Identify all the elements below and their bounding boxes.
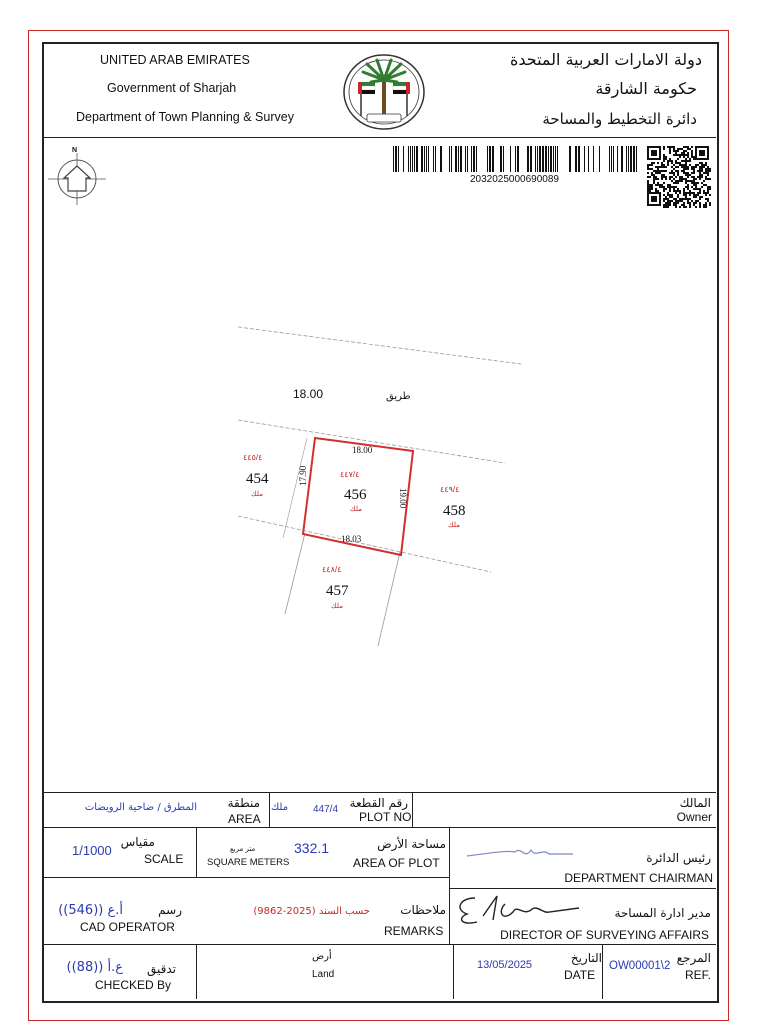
area-label-ar: منطقة xyxy=(227,796,260,810)
date-label-ar: التاريخ xyxy=(570,951,602,965)
table-vline-plotno xyxy=(412,792,413,827)
plot-457-code: ٤٤٨/٤ xyxy=(322,565,342,574)
table-vline-area xyxy=(269,792,270,827)
table-row2-line-right xyxy=(449,888,716,889)
land-label-ar: أرض xyxy=(312,951,332,962)
square-meters-ar: متر مربع xyxy=(230,845,256,853)
ref-label-ar: المرجع xyxy=(676,951,711,965)
chairman-label-en: DEPARTMENT CHAIRMAN xyxy=(564,871,713,885)
director-label-ar: مدير ادارة المساحة xyxy=(614,906,711,920)
plot-456-top-dimension: 18.00 xyxy=(352,445,373,455)
plot-454-number[interactable]: 454 xyxy=(246,471,269,487)
checked-by-value: ع.أ ((88)) xyxy=(66,960,123,975)
table-vline-land xyxy=(453,944,454,999)
table-vline-date xyxy=(602,944,603,999)
scale-label-ar: مقياس xyxy=(120,835,155,849)
ref-value[interactable]: OW00001\2 xyxy=(609,960,671,972)
table-row3-line xyxy=(43,944,716,945)
director-label-en: DIRECTOR OF SURVEYING AFFAIRS xyxy=(500,928,709,942)
chairman-label-ar: رئيس الدائرة xyxy=(646,851,711,865)
remarks-label-en: REMARKS xyxy=(384,924,444,938)
table-vline-checked xyxy=(196,944,197,999)
land-label-en: Land xyxy=(312,969,335,980)
header-government-ar: حكومة الشارقة xyxy=(595,79,697,98)
owner-label-ar: المالك xyxy=(679,796,711,810)
plot-454-code: ٤٤٥/٤ xyxy=(243,453,263,462)
header-country-ar: دولة الامارات العربية المتحدة xyxy=(509,50,702,69)
plot-no-label-ar: رقم القطعة xyxy=(349,796,408,810)
cad-operator-label-ar: رسم xyxy=(158,903,182,917)
area-of-plot-value[interactable]: 332.1 xyxy=(294,840,330,856)
road-label: طريق xyxy=(386,391,411,402)
plot-454-type: ملك xyxy=(251,491,263,498)
table-top-line xyxy=(43,792,716,793)
table-row1-line xyxy=(43,827,716,828)
header-department-en: Department of Town Planning & Survey xyxy=(76,110,294,124)
plot-458-type: ملك xyxy=(448,522,460,529)
table-vline-scale xyxy=(196,827,197,877)
area-of-plot-label-en: AREA OF PLOT xyxy=(353,856,440,870)
plot-457-type: ملك xyxy=(331,603,343,610)
plot-458-code: ٤٤٩/٤ xyxy=(440,485,460,494)
checked-by-label-ar: تدقيق xyxy=(146,962,176,976)
plot-456-code: ٤٤٧/٤ xyxy=(340,470,360,479)
north-label: N xyxy=(72,147,78,154)
header-country-en: UNITED ARAB EMIRATES xyxy=(100,53,250,67)
plot-457-number[interactable]: 457 xyxy=(326,583,349,599)
table-vline-middle xyxy=(449,827,450,944)
chairman-signature-icon xyxy=(465,842,575,866)
director-signature-icon xyxy=(453,890,583,928)
plot-456-bottom-dimension: 18.03 xyxy=(341,534,362,544)
plot-458-number[interactable]: 458 xyxy=(443,503,466,519)
square-meters-en: SQUARE METERS xyxy=(207,857,290,868)
header-department-ar: دائرة التخطيط والمساحة xyxy=(542,110,697,128)
plot-no-value[interactable]: 447/4 xyxy=(313,804,339,815)
owner-label-en: Owner xyxy=(676,810,712,824)
checked-by-label-en: CHECKED By xyxy=(95,978,172,992)
area-of-plot-label-ar: مساحة الأرض xyxy=(377,837,446,851)
date-value: 13/05/2025 xyxy=(477,959,533,971)
plot-456-left-dimension: 17.90 xyxy=(298,465,308,486)
sharjah-emblem-icon xyxy=(341,52,427,132)
header-government-en: Government of Sharjah xyxy=(107,81,237,95)
cad-operator-value: أ.ع ((546)) xyxy=(58,903,123,918)
barcode-number: 2032025000690089 xyxy=(470,174,559,185)
cad-operator-label-en: CAD OPERATOR xyxy=(80,920,175,934)
area-label-en: AREA xyxy=(228,812,261,826)
plot-456-right-dimension: 19.00 xyxy=(398,488,408,509)
date-label-en: DATE xyxy=(564,968,596,982)
table-row2-line-left xyxy=(43,877,449,878)
plot-no-label-en: PLOT NO xyxy=(359,810,412,824)
plot-map xyxy=(43,138,716,792)
remarks-value: حسب السند (2025-9862) xyxy=(253,906,370,917)
plot-456-number[interactable]: 456 xyxy=(344,487,367,503)
area-value: المطرق / ضاحية الرويضات xyxy=(84,802,197,813)
ref-label-en: REF. xyxy=(684,968,711,982)
scale-value: 1/1000 xyxy=(72,843,112,858)
road-width: 18.00 xyxy=(293,387,324,401)
plot-no-type: ملك xyxy=(271,802,289,813)
plot-456-type: ملك xyxy=(350,506,362,513)
remarks-label-ar: ملاحظات xyxy=(400,903,446,917)
scale-label-en: SCALE xyxy=(144,852,184,866)
